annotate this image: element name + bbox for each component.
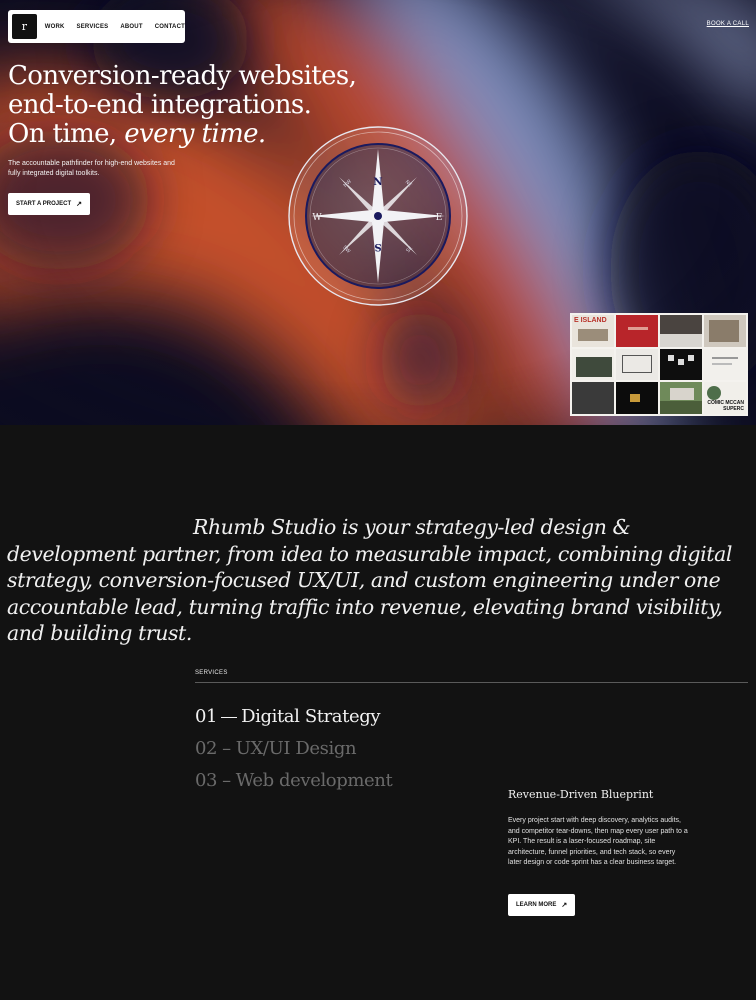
services-section-label: SERVICES <box>195 670 228 676</box>
nav-link-contact[interactable]: CONTACT <box>154 23 185 30</box>
hero-headline-line3: On time, <box>8 119 125 149</box>
portfolio-thumb <box>572 349 614 381</box>
portfolio-thumbnail-collage[interactable] <box>570 313 748 416</box>
portfolio-thumb <box>616 382 658 414</box>
arrow-up-right-icon: ↗ <box>561 902 568 909</box>
compass-east-label: E <box>435 213 443 223</box>
logo[interactable]: r <box>12 14 37 39</box>
hero-headline-line1: Conversion-ready websites, <box>8 61 357 91</box>
services-list <box>195 701 392 797</box>
service-detail-body: Every project start with deep discovery, analytics audits, and competitor tear-downs, then map every user path to a KPI. The result is a laser-focused roadmap, site architecture, funnel priorities, and tech stack, so every later design or code sprint has a clear business target. <box>508 817 688 867</box>
compass-sw-label: SW <box>341 244 352 255</box>
service-item-digital-strategy[interactable] <box>195 701 392 733</box>
services-divider <box>195 682 748 683</box>
portfolio-thumb-corner-label: COMIC MCCAN SUPERC <box>707 399 744 412</box>
arrow-up-right-icon: ↗ <box>76 201 82 208</box>
studio-intro-paragraph: Rhumb Studio is your strategy-led design & development partner, from idea to measurable impact, combining digital strategy, conversion-focused UX/UI, and custom engineering under one accountable lead, turning traffic into revenue, elevating brand visibility, and building trust. <box>7 515 732 645</box>
portfolio-thumb <box>660 315 702 347</box>
service-name: Web development <box>235 770 393 791</box>
compass-north-label: N <box>373 177 383 188</box>
start-project-label: START A PROJECT <box>16 201 72 207</box>
service-number: 03 <box>195 770 218 791</box>
service-number: 02 <box>195 738 218 759</box>
start-project-button[interactable] <box>8 193 90 215</box>
compass-west-label: W <box>312 213 322 223</box>
compass-illustration <box>287 125 469 307</box>
portfolio-thumb-label: E ISLAND <box>574 317 607 324</box>
portfolio-thumb <box>616 349 658 381</box>
service-name: Digital Strategy <box>241 706 381 727</box>
learn-more-label: LEARN MORE <box>516 902 557 908</box>
compass-se-label: SE <box>405 245 415 255</box>
hero-headline-line2: end-to-end integrations. <box>8 90 312 120</box>
hero-headline-italic: every time. <box>124 119 266 149</box>
portfolio-thumb <box>660 382 702 414</box>
hero-subtitle: The accountable pathfinder for high-end websites and fully integrated digital toolkits. <box>8 160 175 177</box>
service-item-ux-ui-design[interactable]: 02 – UX/UI Design <box>195 738 357 759</box>
portfolio-thumb <box>660 349 702 381</box>
book-a-call-link[interactable]: BOOK A CALL <box>706 21 749 27</box>
service-number: 01 <box>195 706 218 727</box>
hero-section <box>0 0 756 425</box>
nav-link-services[interactable]: SERVICES <box>76 23 109 30</box>
portfolio-thumb <box>704 315 746 347</box>
service-name: UX/UI Design <box>235 738 357 759</box>
service-item-web-development[interactable]: 03 – Web development <box>195 770 393 791</box>
service-detail-title: Revenue-Driven Blueprint <box>508 788 654 801</box>
compass-ne-label: NE <box>403 179 413 189</box>
nav-link-about[interactable]: ABOUT <box>120 23 143 30</box>
portfolio-thumb <box>616 315 658 347</box>
portfolio-thumb <box>704 349 746 381</box>
active-dash-icon <box>221 717 237 718</box>
learn-more-button[interactable] <box>508 894 575 916</box>
compass-south-label: S <box>374 241 382 252</box>
portfolio-thumb <box>704 382 746 414</box>
portfolio-thumb <box>572 315 614 347</box>
compass-nw-label: NW <box>342 178 353 189</box>
nav-link-work[interactable]: WORK <box>44 23 65 30</box>
top-nav-bar <box>8 10 185 43</box>
portfolio-thumb <box>572 382 614 414</box>
